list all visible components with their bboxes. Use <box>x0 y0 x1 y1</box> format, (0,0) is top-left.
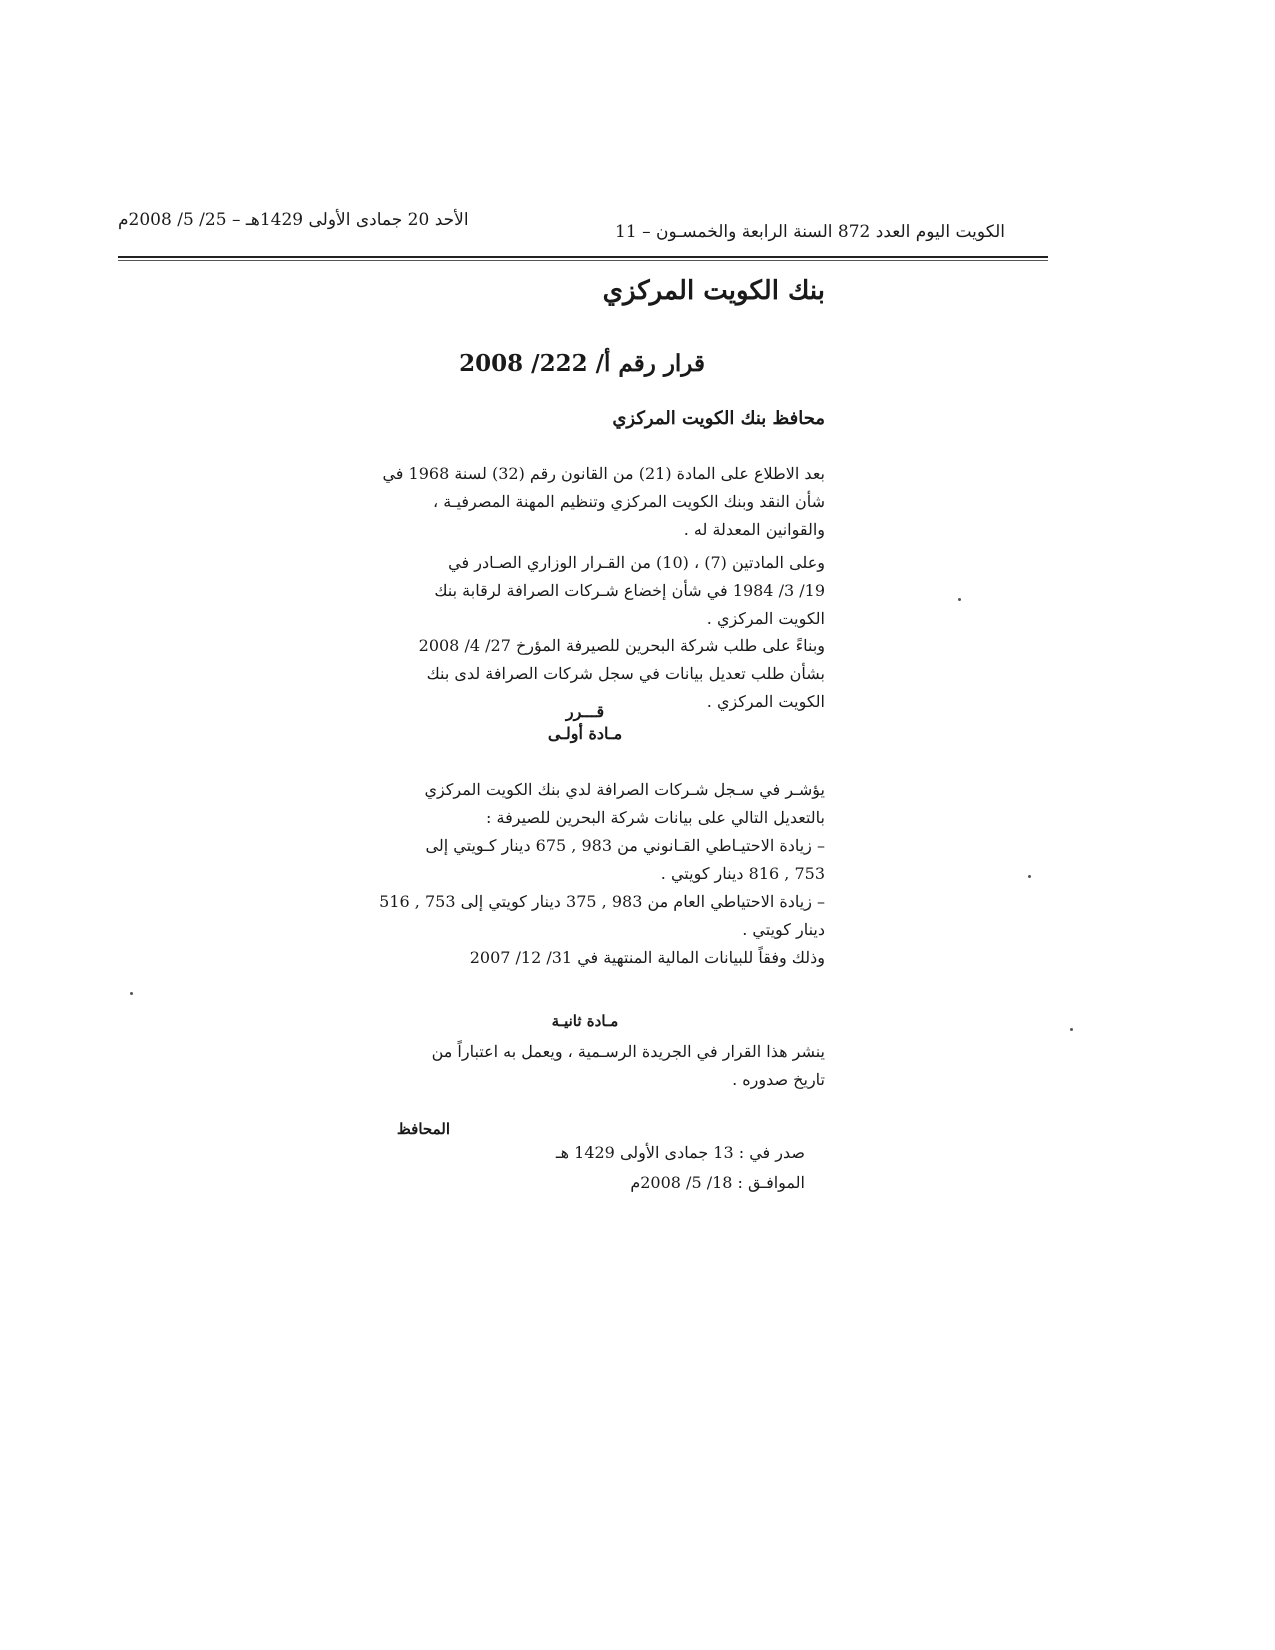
institution-title: بنك الكويت المركزي <box>602 276 825 306</box>
decision-number: قرار رقم أ/ 222/ 2008 <box>459 350 705 377</box>
text-line: بالتعديل التالي على بيانات شركة البحرين للصيرفة : <box>486 808 825 827</box>
scan-speck <box>1070 1028 1073 1031</box>
header-rule <box>118 256 1048 258</box>
text-line: وعلى المادتين (7) ، (10) من القـرار الوزاري الصـادر في <box>448 553 825 572</box>
text-line: – زيادة الاحتيـاطي القـانوني من 983 , 675 دينار كـويتي إلى <box>425 836 825 855</box>
text-line: الكويت المركزي . <box>706 692 825 711</box>
text-line: شأن النقد وبنك الكويت المركزي وتنظيم المهنة المصرفيـة ، <box>433 492 825 511</box>
preamble-paragraph-2 <box>395 549 825 633</box>
article-1-body <box>379 776 825 972</box>
text-line: دينار كويتي . <box>742 920 825 939</box>
text-line: بشأن طلب تعديل بيانات في سجل شركات الصرافة لدى بنك <box>426 664 825 683</box>
scan-speck <box>130 992 133 995</box>
text-line: يؤشـر في سـجل شـركات الصرافة لدي بنك الكويت المركزي <box>424 780 825 799</box>
header-issue-info: الكويت اليوم العدد 872 السنة الرابعة والخمسـون – 11 <box>615 222 1005 242</box>
issued-gregorian-date: الموافـق : 18/ 5/ 2008م <box>630 1173 805 1192</box>
article-2-title: مـادة ثانيـة <box>551 1012 619 1030</box>
text-line: الكويت المركزي . <box>706 609 825 628</box>
text-line: 19/ 3/ 1984 في شأن إخضاع شـركات الصرافة لرقابة بنك <box>434 581 825 600</box>
text-line: – زيادة الاحتياطي العام من 983 , 375 دينار كويتي إلى 753 , 516 <box>379 892 825 911</box>
governor-title: محافظ بنك الكويت المركزي <box>612 408 825 429</box>
header-date: الأحد 20 جمادى الأولى 1429هـ – 25/ 5/ 2008م <box>118 210 469 230</box>
article-1-title: مـادة أولـى <box>547 724 623 743</box>
article-2-body <box>395 1038 825 1094</box>
decided-label: قـــرر <box>565 702 605 721</box>
text-line: والقوانين المعدلة له . <box>683 520 825 539</box>
scan-speck <box>1028 875 1031 878</box>
signature-title: المحافظ <box>396 1120 450 1138</box>
text-line: 753 , 816 دينار كويتي . <box>660 864 825 883</box>
preamble-paragraph-1 <box>382 460 825 544</box>
text-line: وبناءً على طلب شركة البحرين للصيرفة المؤرخ 27/ 4/ 2008 <box>418 636 825 655</box>
scan-speck <box>958 598 961 601</box>
header-rule-thin <box>118 260 1048 261</box>
issue-dates <box>485 1138 805 1198</box>
text-line: تاريخ صدوره . <box>732 1070 825 1089</box>
text-line: ينشر هذا القرار في الجريدة الرسـمية ، ويعمل به اعتباراً من <box>431 1042 825 1061</box>
text-line: وذلك وفقاً للبيانات المالية المنتهية في 31/ 12/ 2007 <box>469 948 825 967</box>
issued-hijri-date: صدر في : 13 جمادى الأولى 1429 هـ <box>555 1143 805 1162</box>
text-line: بعد الاطلاع على المادة (21) من القانون رقم (32) لسنة 1968 في <box>382 464 825 483</box>
